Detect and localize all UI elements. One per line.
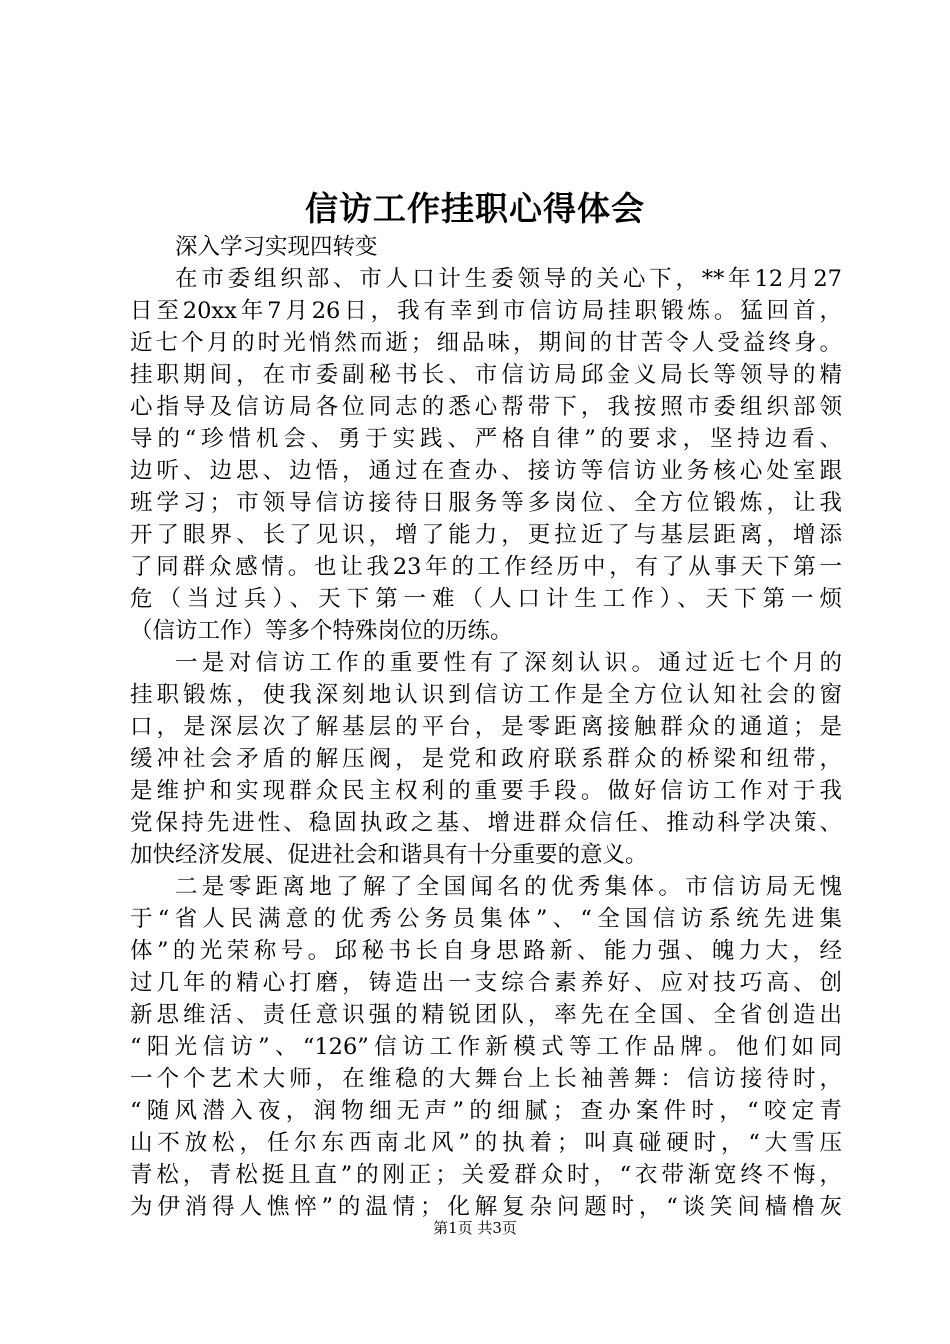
paragraph-line: 过几年的精心打磨，铸造出一支综合素养好、应对技巧高、创 [130,970,842,996]
paragraph-line: 一个个艺术大师，在维稳的大舞台上长袖善舞：信访接待时， [130,1066,842,1092]
paragraph-line: 为伊消得人憔悴”的温情；化解复杂问题时，“谈笑间樯橹灰 [130,1194,842,1220]
paragraph-line: 口，是深层次了解基层的平台，是零距离接触群众的通道；是 [130,714,842,740]
paragraph-line: 山不放松，任尔东西南北风”的执着；叫真碰硬时，“大雪压 [130,1130,842,1156]
paragraph-line: 体”的光荣称号。邱秘书长自身思路新、能力强、魄力大，经 [130,938,842,964]
page-number: 第1页 共3页 [433,1219,517,1237]
paragraph-line: 挂职期间，在市委副秘书长、市信访局邱金义局长等领导的精 [130,362,842,388]
paragraph-line: 于“省人民满意的优秀公务员集体”、“全国信访系统先进集 [130,906,842,932]
paragraph-line: 心指导及信访局各位同志的悉心帮带下，我按照市委组织部领 [130,394,842,420]
paragraph-line: 了同群众感情。也让我23年的工作经历中，有了从事天下第一 [130,554,842,580]
paragraph-line: “阳光信访”、“126”信访工作新模式等工作品牌。他们如同 [130,1034,842,1060]
paragraph-line: 开了眼界、长了见识，增了能力，更拉近了与基层距离，增添 [130,522,842,548]
paragraph-line: 加快经济发展、促进社会和谐具有十分重要的意义。 [130,842,648,868]
paragraph-line: 导的“珍惜机会、勇于实践、严格自律”的要求，坚持边看、 [130,426,842,452]
paragraph-line: 边听、边思、边悟，通过在查办、接访等信访业务核心处室跟 [130,458,842,484]
paragraph-line: 是维护和实现群众民主权利的重要手段。做好信访工作对于我 [130,778,842,804]
paragraph-line: 日至20xx年7月26日，我有幸到市信访局挂职锻炼。猛回首， [130,298,842,324]
document-body [130,231,842,1223]
paragraph-line: 二是零距离地了解了全国闻名的优秀集体。市信访局无愧 [175,874,842,900]
paragraph-line: 近七个月的时光悄然而逝；细品味，期间的甘苦令人受益终身。 [130,330,842,356]
paragraph-line: 挂职锻炼，使我深刻地认识到信访工作是全方位认知社会的窗 [130,682,842,708]
paragraph-line: 缓冲社会矛盾的解压阀，是党和政府联系群众的桥梁和纽带， [130,746,842,772]
paragraph-line: 青松，青松挺且直”的刚正；关爱群众时，“衣带渐宽终不悔， [130,1162,842,1188]
paragraph-line: 一是对信访工作的重要性有了深刻认识。通过近七个月的 [175,650,842,676]
paragraph-line: 新思维活、责任意识强的精锐团队，率先在全国、全省创造出 [130,1002,842,1028]
subtitle-line: 深入学习实现四转变 [175,234,378,260]
paragraph-line: （信访工作）等多个特殊岗位的历练。 [130,618,513,644]
paragraph-line: “随风潜入夜，润物细无声”的细腻；查办案件时，“咬定青 [130,1098,842,1124]
paragraph-line: 危（当过兵）、天下第一难（人口计生工作）、天下第一烦 [130,586,842,612]
paragraph-line: 党保持先进性、稳固执政之基、增进群众信任、推动科学决策、 [130,810,842,836]
paragraph-line: 班学习；市领导信访接待日服务等多岗位、全方位锻炼，让我 [130,490,842,516]
document-title: 信访工作挂职心得体会 [305,189,645,228]
paragraph-line: 在市委组织部、市人口计生委领导的关心下，**年12月27 [175,266,842,292]
